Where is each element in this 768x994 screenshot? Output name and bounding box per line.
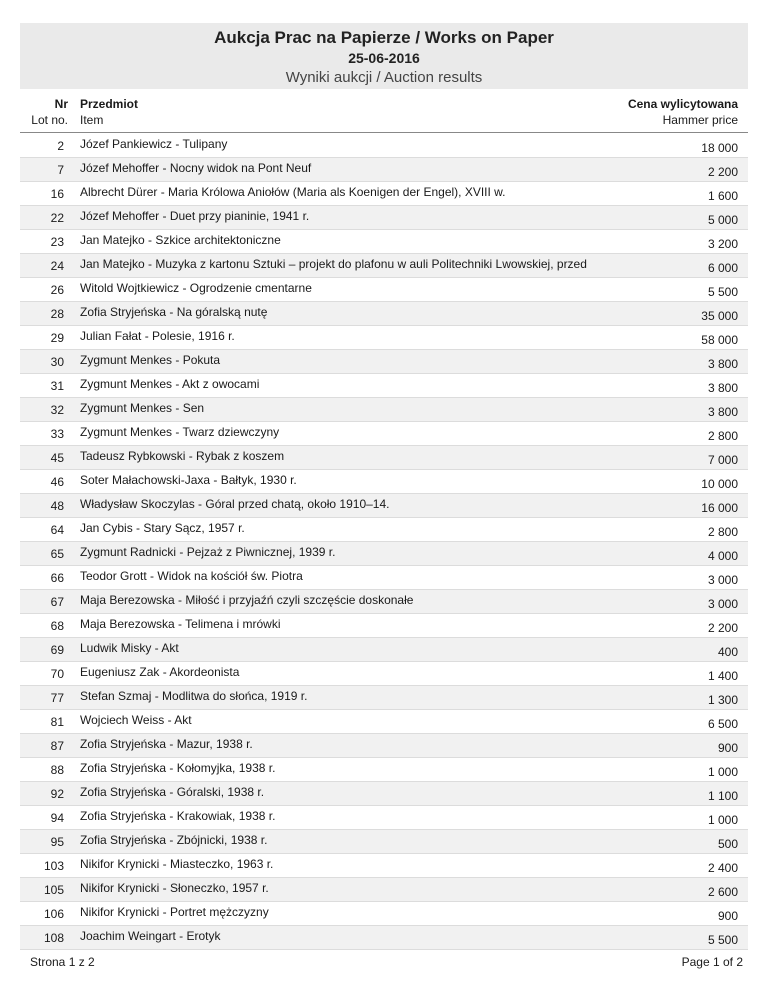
cell-nr: 26 xyxy=(50,283,64,297)
table-row xyxy=(20,638,748,662)
cell-nr: 46 xyxy=(50,475,64,489)
cell-nr: 31 xyxy=(50,379,64,393)
cell-item: Zofia Stryjeńska - Krakowiak, 1938 r. xyxy=(80,809,276,823)
cell-price: 3 800 xyxy=(707,405,738,419)
cell-item: Zofia Stryjeńska - Zbójnicki, 1938 r. xyxy=(80,833,268,847)
cell-nr: 24 xyxy=(50,259,64,273)
cell-price: 6 500 xyxy=(707,717,738,731)
cell-nr: 88 xyxy=(50,763,64,777)
cell-nr: 23 xyxy=(50,235,64,249)
cell-price: 2 400 xyxy=(707,861,738,875)
cell-item: Władysław Skoczylas - Góral przed chatą, około 1910–14. xyxy=(80,497,390,511)
cell-nr: 65 xyxy=(50,547,64,561)
cell-item: Maja Berezowska - Telimena i mrówki xyxy=(80,617,281,631)
cell-item: Józef Pankiewicz - Tulipany xyxy=(80,137,228,151)
cell-price: 500 xyxy=(717,837,738,851)
cell-price: 2 800 xyxy=(707,429,738,443)
cell-price: 2 200 xyxy=(707,621,738,635)
cell-nr: 45 xyxy=(50,451,64,465)
cell-price: 1 000 xyxy=(707,813,738,827)
cell-price: 6 000 xyxy=(707,261,738,275)
cell-nr: 32 xyxy=(50,403,64,417)
cell-price: 900 xyxy=(717,909,738,923)
col-nr-en: Lot no. xyxy=(31,113,68,127)
table-row xyxy=(20,590,748,614)
cell-price: 3 800 xyxy=(707,381,738,395)
table-row xyxy=(20,182,748,206)
cell-item: Ludwik Misky - Akt xyxy=(80,641,179,655)
col-item-en: Item xyxy=(80,113,104,127)
table-row xyxy=(20,926,748,950)
col-price-pl: Cena wylicytowana xyxy=(627,97,738,111)
cell-price: 35 000 xyxy=(701,309,738,323)
cell-nr: 7 xyxy=(57,163,64,177)
cell-item: Zygmunt Menkes - Twarz dziewczyny xyxy=(80,425,280,439)
report-header xyxy=(20,23,748,89)
table-row xyxy=(20,686,748,710)
cell-item: Tadeusz Rybkowski - Rybak z koszem xyxy=(80,449,285,463)
footer-page-pl: Strona 1 z 2 xyxy=(30,955,95,969)
cell-price: 10 000 xyxy=(701,477,738,491)
table-row xyxy=(20,254,748,278)
cell-nr: 29 xyxy=(50,331,64,345)
table-row xyxy=(20,710,748,734)
cell-item: Józef Mehoffer - Duet przy pianinie, 1941 r. xyxy=(80,209,310,223)
col-item-pl: Przedmiot xyxy=(80,97,139,111)
cell-nr: 16 xyxy=(50,187,64,201)
cell-price: 58 000 xyxy=(701,333,738,347)
cell-item: Zofia Stryjeńska - Góralski, 1938 r. xyxy=(80,785,265,799)
cell-item: Nikifor Krynicki - Słoneczko, 1957 r. xyxy=(80,881,269,895)
cell-item: Julian Fałat - Polesie, 1916 r. xyxy=(80,329,235,343)
cell-price: 18 000 xyxy=(701,141,738,155)
cell-item: Zygmunt Menkes - Pokuta xyxy=(80,353,221,367)
cell-nr: 68 xyxy=(50,619,64,633)
table-row xyxy=(20,614,748,638)
cell-item: Zofia Stryjeńska - Na góralską nutę xyxy=(80,305,268,319)
table-row xyxy=(20,494,748,518)
cell-item: Teodor Grott - Widok na kościół św. Piotra xyxy=(80,569,303,583)
cell-item: Soter Małachowski-Jaxa - Bałtyk, 1930 r. xyxy=(80,473,297,487)
table-row xyxy=(20,326,748,350)
cell-item: Stefan Szmaj - Modlitwa do słońca, 1919 r. xyxy=(80,689,308,703)
cell-item: Zofia Stryjeńska - Mazur, 1938 r. xyxy=(80,737,253,751)
cell-nr: 66 xyxy=(50,571,64,585)
table-row xyxy=(20,518,748,542)
cell-nr: 33 xyxy=(50,427,64,441)
cell-price: 400 xyxy=(717,645,738,659)
cell-nr: 108 xyxy=(43,931,64,945)
table-row xyxy=(20,806,748,830)
table-row xyxy=(20,566,748,590)
cell-item: Witold Wojtkiewicz - Ogrodzenie cmentarne xyxy=(80,281,312,295)
cell-nr: 64 xyxy=(50,523,64,537)
table-row xyxy=(20,470,748,494)
cell-price: 1 300 xyxy=(707,693,738,707)
cell-nr: 106 xyxy=(43,907,64,921)
cell-nr: 105 xyxy=(43,883,64,897)
col-price xyxy=(628,96,738,128)
cell-price: 900 xyxy=(717,741,738,755)
cell-price: 2 200 xyxy=(707,165,738,179)
col-nr-pl: Nr xyxy=(54,97,68,111)
table-row xyxy=(20,230,748,254)
cell-item: Jan Cybis - Stary Sącz, 1957 r. xyxy=(80,521,245,535)
table-row xyxy=(20,782,748,806)
cell-nr: 81 xyxy=(50,715,64,729)
cell-price: 4 000 xyxy=(707,549,738,563)
cell-nr: 67 xyxy=(50,595,64,609)
cell-item: Nikifor Krynicki - Miasteczko, 1963 r. xyxy=(80,857,274,871)
cell-price: 7 000 xyxy=(707,453,738,467)
table-row xyxy=(20,878,748,902)
footer-page-en: Page 1 of 2 xyxy=(681,955,743,969)
cell-item: Wojciech Weiss - Akt xyxy=(80,713,192,727)
cell-nr: 103 xyxy=(43,859,64,873)
cell-nr: 2 xyxy=(57,139,64,153)
table-row xyxy=(20,446,748,470)
table-row xyxy=(20,278,748,302)
cell-item: Zygmunt Menkes - Akt z owocami xyxy=(80,377,260,391)
auction-title: Aukcja Prac na Papierze / Works on Paper xyxy=(214,28,554,47)
cell-item: Maja Berezowska - Miłość i przyjaźń czyli szczęście doskonałe xyxy=(80,593,414,607)
results-table xyxy=(20,134,748,950)
cell-nr: 30 xyxy=(50,355,64,369)
table-row xyxy=(20,830,748,854)
cell-nr: 48 xyxy=(50,499,64,513)
cell-item: Zygmunt Radnicki - Pejzaż z Piwnicznej, 1939 r. xyxy=(80,545,336,559)
cell-nr: 92 xyxy=(50,787,64,801)
cell-price: 3 800 xyxy=(707,357,738,371)
cell-nr: 28 xyxy=(50,307,64,321)
cell-price: 16 000 xyxy=(701,501,738,515)
cell-item: Albrecht Dürer - Maria Królowa Aniołów (Maria als Koenigen der Engel), XVIII w. xyxy=(80,185,506,199)
auction-subtitle: Wyniki aukcji / Auction results xyxy=(285,69,483,86)
table-row xyxy=(20,854,748,878)
cell-price: 3 000 xyxy=(707,573,738,587)
cell-item: Nikifor Krynicki - Portret mężczyzny xyxy=(80,905,269,919)
cell-price: 3 000 xyxy=(707,597,738,611)
cell-price: 1 400 xyxy=(707,669,738,683)
table-row xyxy=(20,158,748,182)
table-row xyxy=(20,542,748,566)
table-row xyxy=(20,758,748,782)
table-row xyxy=(20,134,748,158)
cell-price: 1 600 xyxy=(707,189,738,203)
cell-item: Joachim Weingart - Erotyk xyxy=(80,929,221,943)
cell-nr: 94 xyxy=(50,811,64,825)
table-row xyxy=(20,374,748,398)
cell-price: 2 800 xyxy=(707,525,738,539)
cell-price: 5 000 xyxy=(707,213,738,227)
cell-nr: 70 xyxy=(50,667,64,681)
cell-item: Zygmunt Menkes - Sen xyxy=(80,401,205,415)
table-row xyxy=(20,302,748,326)
table-row xyxy=(20,734,748,758)
table-row xyxy=(20,206,748,230)
cell-nr: 87 xyxy=(50,739,64,753)
col-nr xyxy=(20,96,68,128)
auction-date: 25-06-2016 xyxy=(348,50,420,66)
cell-item: Eugeniusz Zak - Akordeonista xyxy=(80,665,240,679)
col-item xyxy=(80,96,138,128)
table-row xyxy=(20,350,748,374)
cell-price: 5 500 xyxy=(707,933,738,947)
cell-nr: 95 xyxy=(50,835,64,849)
cell-nr: 22 xyxy=(50,211,64,225)
column-headers xyxy=(20,96,748,133)
table-row xyxy=(20,662,748,686)
cell-nr: 69 xyxy=(50,643,64,657)
cell-price: 3 200 xyxy=(707,237,738,251)
cell-price: 5 500 xyxy=(707,285,738,299)
cell-nr: 77 xyxy=(50,691,64,705)
table-row xyxy=(20,422,748,446)
cell-price: 1 000 xyxy=(707,765,738,779)
table-row xyxy=(20,398,748,422)
cell-item: Jan Matejko - Szkice architektoniczne xyxy=(80,233,281,247)
cell-item: Jan Matejko - Muzyka z kartonu Sztuki – projekt do plafonu w auli Politechniki Lwowskiej, przed xyxy=(80,257,587,271)
cell-item: Józef Mehoffer - Nocny widok na Pont Neuf xyxy=(80,161,312,175)
cell-price: 2 600 xyxy=(707,885,738,899)
cell-price: 1 100 xyxy=(707,789,738,803)
table-row xyxy=(20,902,748,926)
cell-item: Zofia Stryjeńska - Kołomyjka, 1938 r. xyxy=(80,761,276,775)
col-price-en: Hammer price xyxy=(662,113,738,127)
